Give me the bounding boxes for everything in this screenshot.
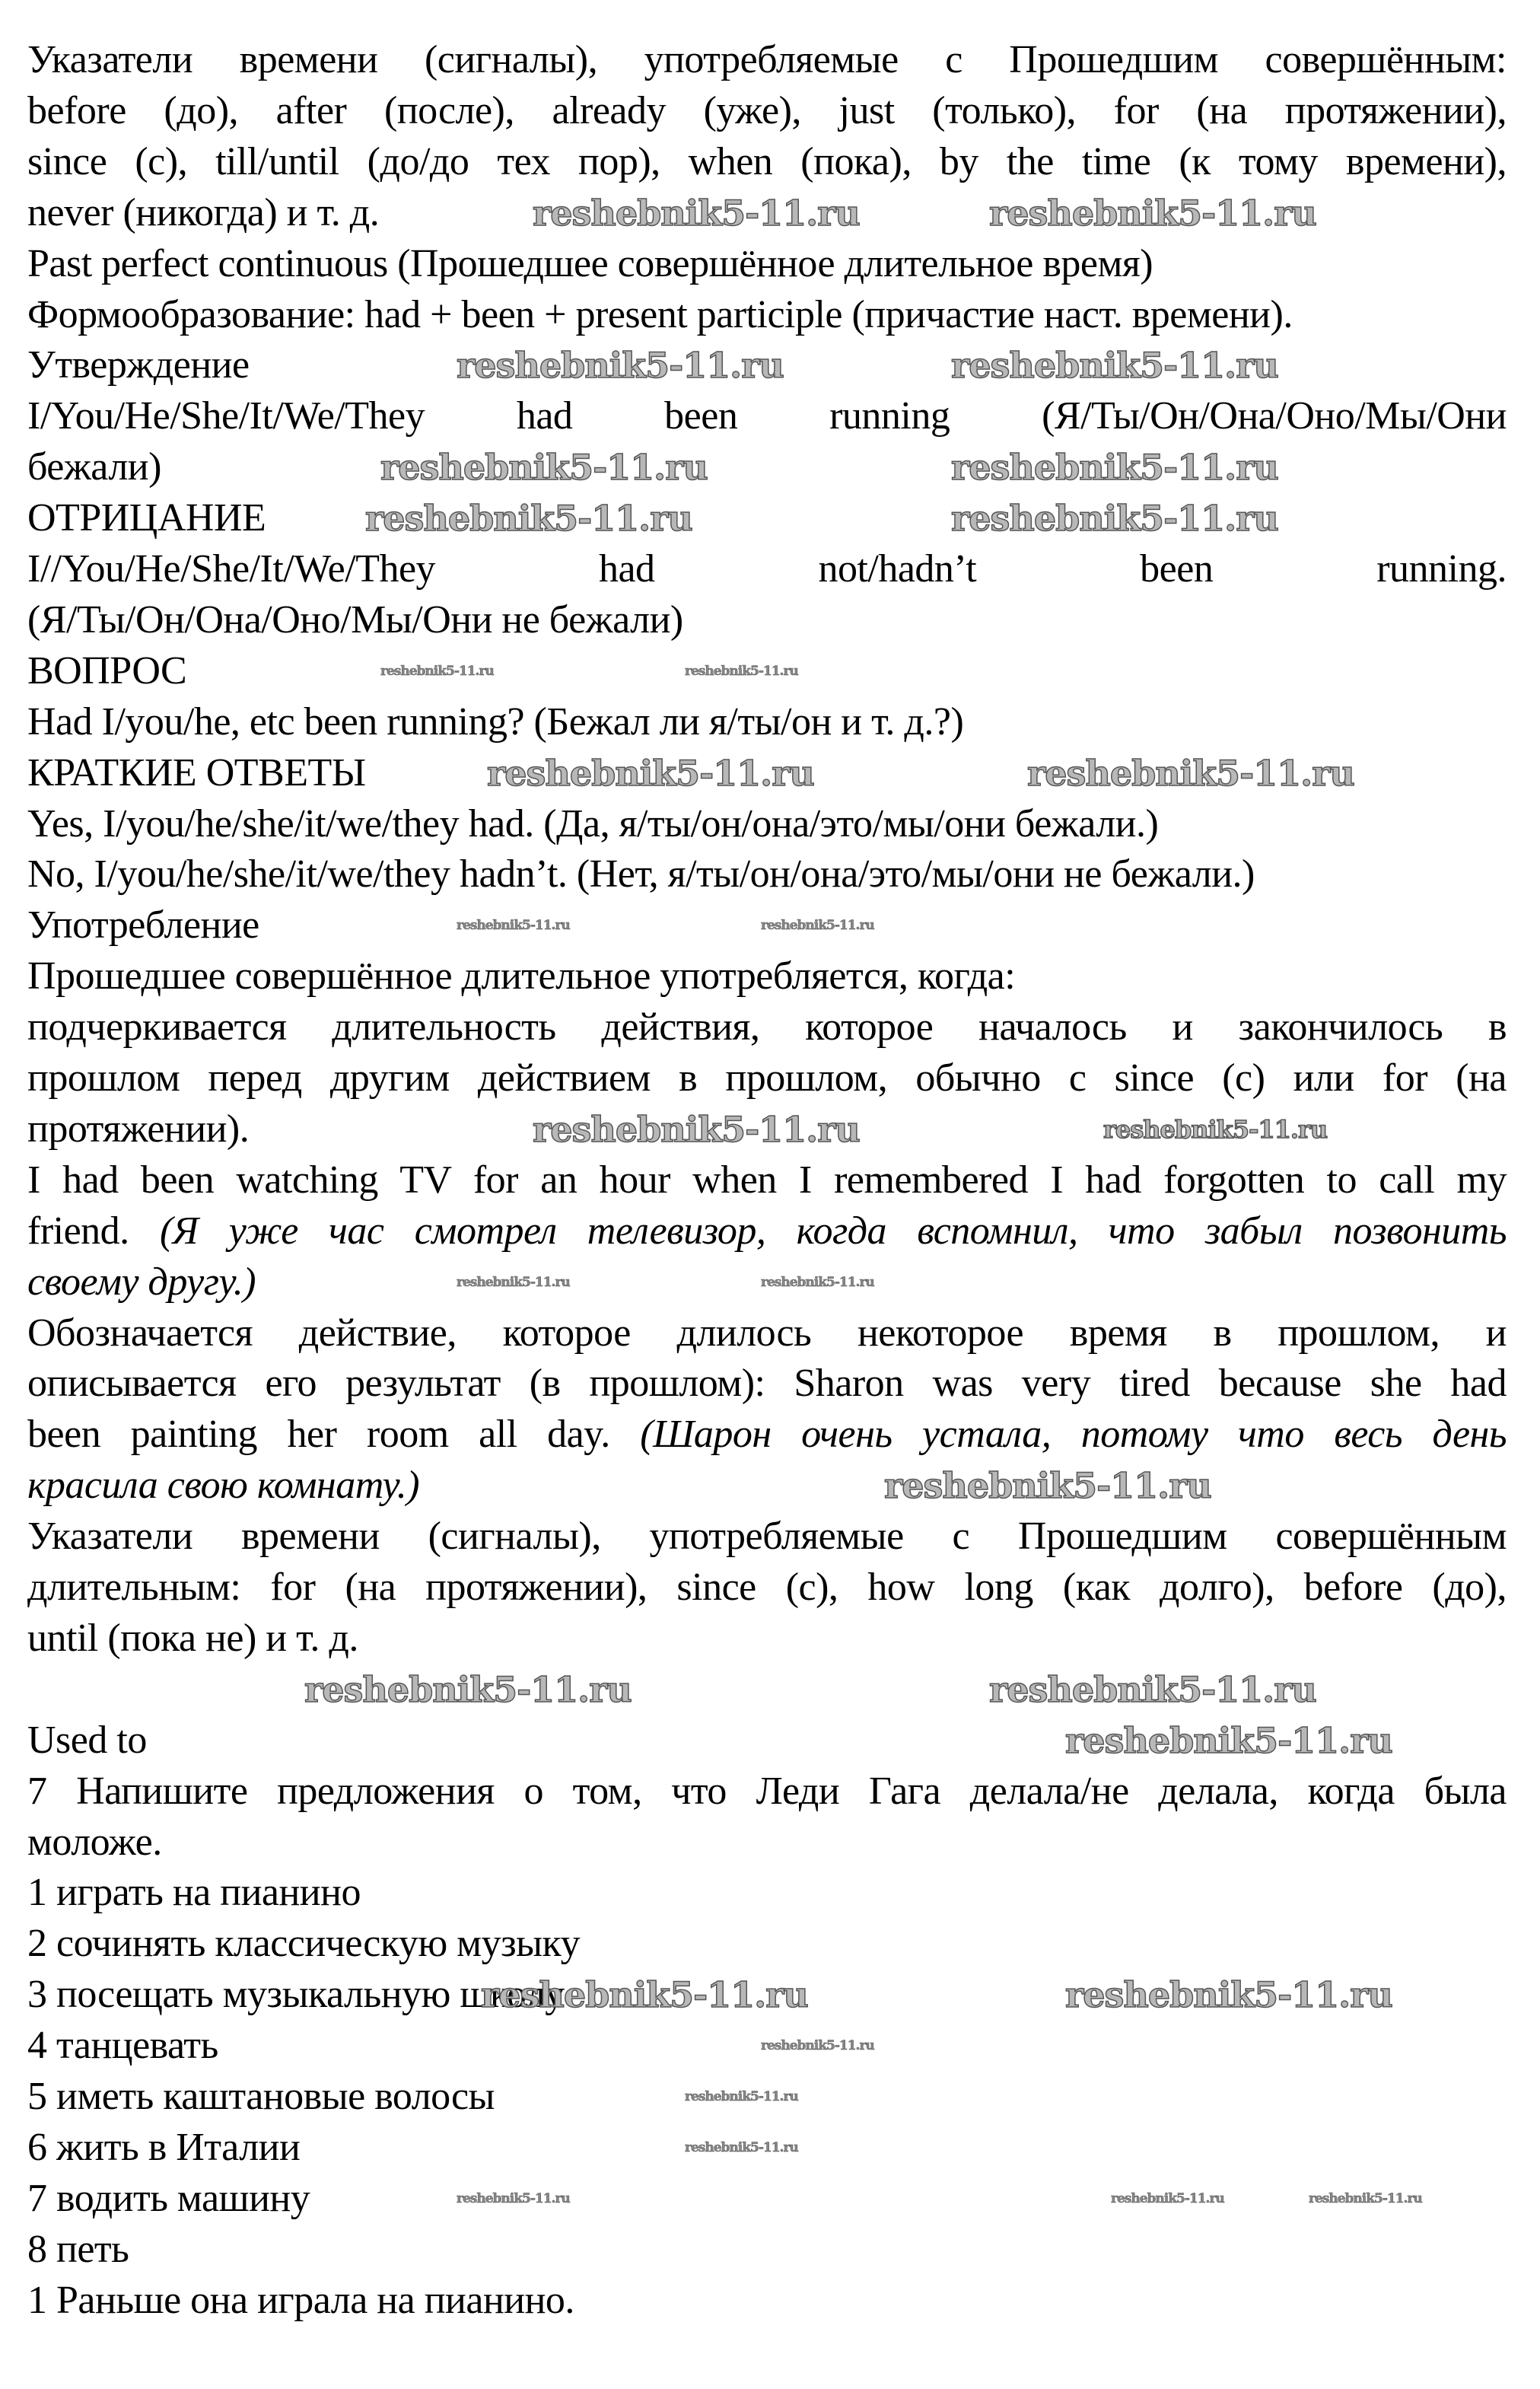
watermark: reshebnik5-11.ru	[761, 918, 874, 934]
watermark: reshebnik5-11.ru	[884, 1465, 1211, 1507]
text-line	[27, 239, 1507, 289]
line-content	[27, 35, 1507, 85]
text-line	[27, 493, 1507, 543]
text-line	[27, 2174, 1507, 2224]
line-content	[27, 442, 161, 492]
text-line	[27, 1817, 1507, 1868]
text-line	[27, 1613, 1507, 1664]
watermark: reshebnik5-11.ru	[481, 1974, 808, 2016]
line-content	[27, 1053, 1507, 1104]
text-line	[27, 1053, 1507, 1104]
line-content	[27, 493, 266, 543]
line-text: 2 сочинять классическую музыку	[27, 1922, 581, 1966]
watermark: reshebnik5-11.ru	[457, 2190, 570, 2206]
text-line	[27, 1868, 1507, 1918]
text-line	[27, 442, 1507, 492]
text-line	[27, 1206, 1507, 1257]
watermark: reshebnik5-11.ru	[761, 1274, 874, 1290]
text-line	[27, 849, 1507, 900]
line-text: Утверждение	[27, 343, 250, 387]
watermark: reshebnik5-11.ru	[761, 2038, 874, 2054]
watermark: reshebnik5-11.ru	[457, 1274, 570, 1290]
line-text: 7 водить машину	[27, 2176, 310, 2220]
watermark: reshebnik5-11.ru	[989, 1668, 1316, 1710]
line-content	[27, 697, 963, 747]
line-content	[27, 2174, 310, 2224]
line-text: ВОПРОС	[27, 648, 187, 693]
line-text: Прошедшее совершённое длительное употребляется, когда:	[27, 954, 1016, 999]
line-text: Обозначается действие, которое длилось некоторое время в прошлом, и	[27, 1311, 1507, 1355]
line-text: КРАТКИЕ ОТВЕТЫ	[27, 750, 366, 795]
line-text: 1 Раньше она играла на пианино.	[27, 2278, 574, 2322]
line-content	[27, 1562, 1507, 1613]
line-content	[27, 1817, 162, 1868]
text-line	[27, 35, 1507, 85]
line-content	[27, 900, 259, 951]
text-line	[27, 290, 1507, 340]
italic-translation: (Я уже час смотрел телевизор, когда вспомнил, что забыл позвонить	[159, 1209, 1507, 1253]
text-line	[27, 1511, 1507, 1562]
line-text: 1 играть на пианино	[27, 1871, 361, 1915]
watermark: reshebnik5-11.ru	[1027, 752, 1354, 794]
line-content	[27, 2021, 218, 2071]
line-content	[27, 137, 1507, 187]
line-content	[27, 86, 1507, 136]
text-line	[27, 1562, 1507, 1613]
line-text: since (с), till/until (до/до тех пор), when (пока), by the time (к тому времени),	[27, 139, 1507, 183]
line-content	[27, 951, 1015, 1002]
line-content	[27, 646, 186, 696]
watermark: reshebnik5-11.ru	[533, 192, 860, 234]
line-content	[27, 595, 683, 645]
line-content	[27, 544, 1507, 594]
text-line	[27, 1359, 1507, 1409]
text-line	[27, 1308, 1507, 1359]
line-text: I/You/He/She/It/We/They had been running (Я/Ты/Он/Она/Оно/Мы/Они	[27, 394, 1507, 438]
line-text: бежали)	[27, 445, 161, 489]
line-text: Указатели времени (сигналы), употребляемые с Прошедшим совершённым	[27, 1515, 1507, 1559]
line-text: Had I/you/he, etc been running? (Бежал ли я/ты/он и т. д.?)	[27, 699, 964, 744]
line-content	[27, 1511, 1507, 1562]
line-text: ОТРИЦАНИЕ	[27, 496, 266, 540]
text-line	[27, 951, 1507, 1002]
line-text: 4 танцевать	[27, 2024, 218, 2068]
line-content	[27, 1206, 1507, 1257]
line-content	[27, 799, 1158, 849]
watermark: reshebnik5-11.ru	[685, 663, 798, 679]
text-line	[27, 1155, 1507, 1206]
italic-translation: своему другу.)	[27, 1260, 256, 1304]
line-content	[27, 1359, 1507, 1409]
watermark: reshebnik5-11.ru	[304, 1668, 632, 1710]
line-content	[27, 1613, 358, 1664]
line-content	[27, 1460, 419, 1511]
line-content	[27, 391, 1507, 441]
line-content	[27, 2276, 574, 2326]
text-line	[27, 391, 1507, 441]
watermark: reshebnik5-11.ru	[1103, 1114, 1328, 1144]
watermark: reshebnik5-11.ru	[380, 447, 708, 489]
line-content	[27, 188, 379, 238]
watermark: reshebnik5-11.ru	[1065, 1719, 1392, 1761]
text-line	[27, 595, 1507, 645]
line-text: Указатели времени (сигналы), употребляемые с Прошедшим совершённым:	[27, 38, 1507, 81]
line-text: протяжении).	[27, 1107, 250, 1151]
line-content	[27, 2072, 495, 2122]
line-text: 8 петь	[27, 2227, 129, 2271]
line-content	[27, 340, 250, 390]
line-text: until (пока не) и т. д.	[27, 1616, 358, 1660]
line-text: Формообразование: had + been + present participle (причастие наст. времени).	[27, 292, 1293, 336]
watermark: reshebnik5-11.ru	[989, 192, 1316, 234]
line-text: описывается его результат (в прошлом): Sharon was very tired because she had	[27, 1362, 1507, 1406]
text-line	[27, 697, 1507, 747]
line-content	[27, 1715, 147, 1766]
line-text: before (до), after (после), already (уже), just (только), for (на протяжении),	[27, 88, 1507, 132]
line-text: моложе.	[27, 1820, 162, 1864]
line-text: длительным: for (на протяжении), since (с), how long (как долго), before (до),	[27, 1566, 1507, 1609]
text-line	[27, 86, 1507, 136]
line-text: 6 жить в Италии	[27, 2125, 301, 2169]
line-content	[27, 239, 1153, 289]
watermark: reshebnik5-11.ru	[951, 498, 1278, 540]
watermark: reshebnik5-11.ru	[533, 1108, 860, 1150]
watermark: reshebnik5-11.ru	[951, 447, 1278, 489]
line-content	[27, 2225, 129, 2275]
line-text: friend.	[27, 1209, 160, 1253]
line-text: прошлом перед другим действием в прошлом, обычно с since (с) или for (на	[27, 1056, 1507, 1100]
line-content	[27, 1104, 249, 1155]
text-line	[27, 799, 1507, 849]
line-text: been painting her room all day.	[27, 1413, 641, 1457]
watermark: reshebnik5-11.ru	[365, 498, 692, 540]
watermark: reshebnik5-11.ru	[685, 2089, 798, 2104]
line-text: 7 Напишите предложения о том, что Леди Гага делала/не делала, когда была	[27, 1769, 1507, 1813]
italic-translation: красила свою комнату.)	[27, 1464, 420, 1508]
line-text: 3 посещать музыкальную школу	[27, 1973, 565, 2017]
line-content	[27, 1257, 256, 1308]
watermark: reshebnik5-11.ru	[1065, 1974, 1392, 2016]
text-line	[27, 544, 1507, 594]
line-content	[27, 1410, 1507, 1460]
line-text: I//You/He/She/It/We/They had not/hadn’t been running.	[27, 547, 1507, 591]
line-content	[27, 1002, 1507, 1053]
line-text: No, I/you/he/she/it/we/they hadn’t. (Нет, я/ты/он/она/это/мы/они не бежали.)	[27, 852, 1255, 897]
line-content	[27, 290, 1293, 340]
text-line	[27, 1410, 1507, 1460]
line-text: подчеркивается длительность действия, которое началось и закончилось в	[27, 1005, 1507, 1050]
line-text: 5 иметь каштановые волосы	[27, 2075, 495, 2118]
line-text: Употребление	[27, 903, 259, 948]
line-content	[27, 748, 366, 798]
watermark: reshebnik5-11.ru	[1111, 2190, 1224, 2206]
italic-translation: (Шарон очень устала, потому что весь день	[640, 1413, 1507, 1457]
text-line	[27, 1002, 1507, 1053]
watermark: reshebnik5-11.ru	[1309, 2190, 1422, 2206]
line-content	[27, 1868, 361, 1918]
text-line	[27, 1766, 1507, 1817]
watermark: reshebnik5-11.ru	[457, 345, 784, 387]
line-text: Yes, I/you/he/she/it/we/they had. (Да, я/ты/он/она/это/мы/они бежали.)	[27, 801, 1159, 846]
line-content	[27, 849, 1255, 900]
text-line	[27, 1919, 1507, 1969]
text-line	[27, 2225, 1507, 2275]
text-line	[27, 1460, 1507, 1511]
text-line	[27, 2276, 1507, 2326]
watermark: reshebnik5-11.ru	[487, 752, 814, 794]
line-text: I had been watching TV for an hour when I remembered I had forgotten to call my	[27, 1158, 1507, 1202]
line-content	[27, 1919, 580, 1969]
line-content	[27, 1766, 1507, 1817]
line-text: never (никогда) и т. д.	[27, 190, 380, 234]
watermark: reshebnik5-11.ru	[380, 663, 494, 679]
line-content	[27, 2123, 300, 2173]
line-content	[27, 1155, 1507, 1206]
line-text: Used to	[27, 1718, 147, 1762]
watermark: reshebnik5-11.ru	[685, 2139, 798, 2155]
line-content	[27, 1308, 1507, 1359]
line-text: (Я/Ты/Он/Она/Оно/Мы/Они не бежали)	[27, 597, 683, 642]
watermark: reshebnik5-11.ru	[457, 918, 570, 934]
text-line	[27, 137, 1507, 187]
line-text: Past perfect continuous (Прошедшее совершённое длительное время)	[27, 241, 1153, 285]
watermark: reshebnik5-11.ru	[951, 345, 1278, 387]
